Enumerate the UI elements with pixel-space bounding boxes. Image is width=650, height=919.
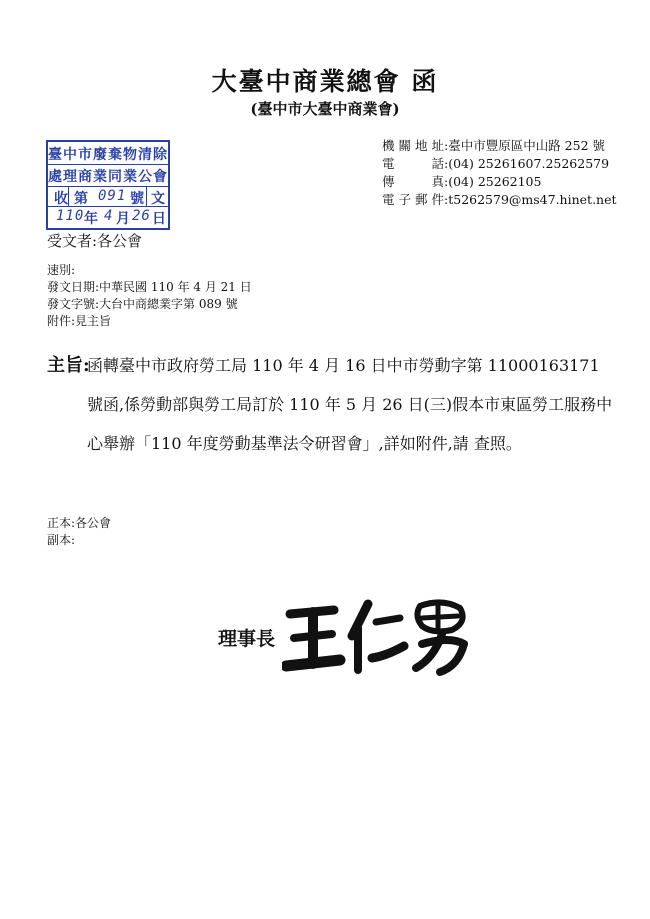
email-line: 電子郵件:t5262579@ms47.hinet.net — [382, 192, 617, 207]
recipient: 受文者:各公會 — [47, 232, 143, 250]
phone-line: 電話:(04) 25261607.25262579 — [382, 156, 610, 171]
attachment-field: 附件:見主旨 — [47, 314, 112, 328]
issue-date: 發文日期:中華民國 110 年 4 月 21 日 — [47, 280, 252, 294]
copy-recipient: 副本: — [47, 533, 76, 547]
stamp-org-line2: 處理商業同業公會 — [48, 169, 168, 185]
signature-image — [282, 596, 472, 678]
document-meta — [47, 262, 252, 330]
signature-title: 理事長 — [218, 628, 276, 650]
subject-body: 函轉臺中市政府勞工局 110 年 4 月 16 日中市勞動字第 11000163171 號函,係勞動部與勞工局訂於 110 年 5 月 26 日(三)假本市東區勞工服務中心舉辦「110 年度勞動基準法令研習會」,詳如附件,請 查照。 — [87, 356, 613, 453]
distribution — [47, 515, 111, 549]
contact-block — [382, 137, 617, 209]
document-number: 發文字號:大台中商總業字第 089 號 — [47, 297, 238, 311]
subject-label: 主旨: — [47, 355, 90, 376]
fax-line: 傳真:(04) 25262105 — [382, 174, 542, 189]
main-recipient: 正本:各公會 — [47, 516, 112, 530]
document-subtitle: (臺中市大臺中商業會) — [250, 100, 400, 118]
address-line: 機關地址:臺中市豐原區中山路 252 號 — [382, 138, 606, 153]
stamp-org-line1: 臺中市廢棄物清除 — [48, 147, 168, 163]
receipt-stamp: 臺中市廢棄物清除 處理商業同業公會 收 第 091 號 文 110 年 4 月 26 日 — [46, 140, 170, 230]
speed-field: 速別: — [47, 263, 76, 277]
document-title: 大臺中商業總會 函 — [211, 67, 439, 96]
